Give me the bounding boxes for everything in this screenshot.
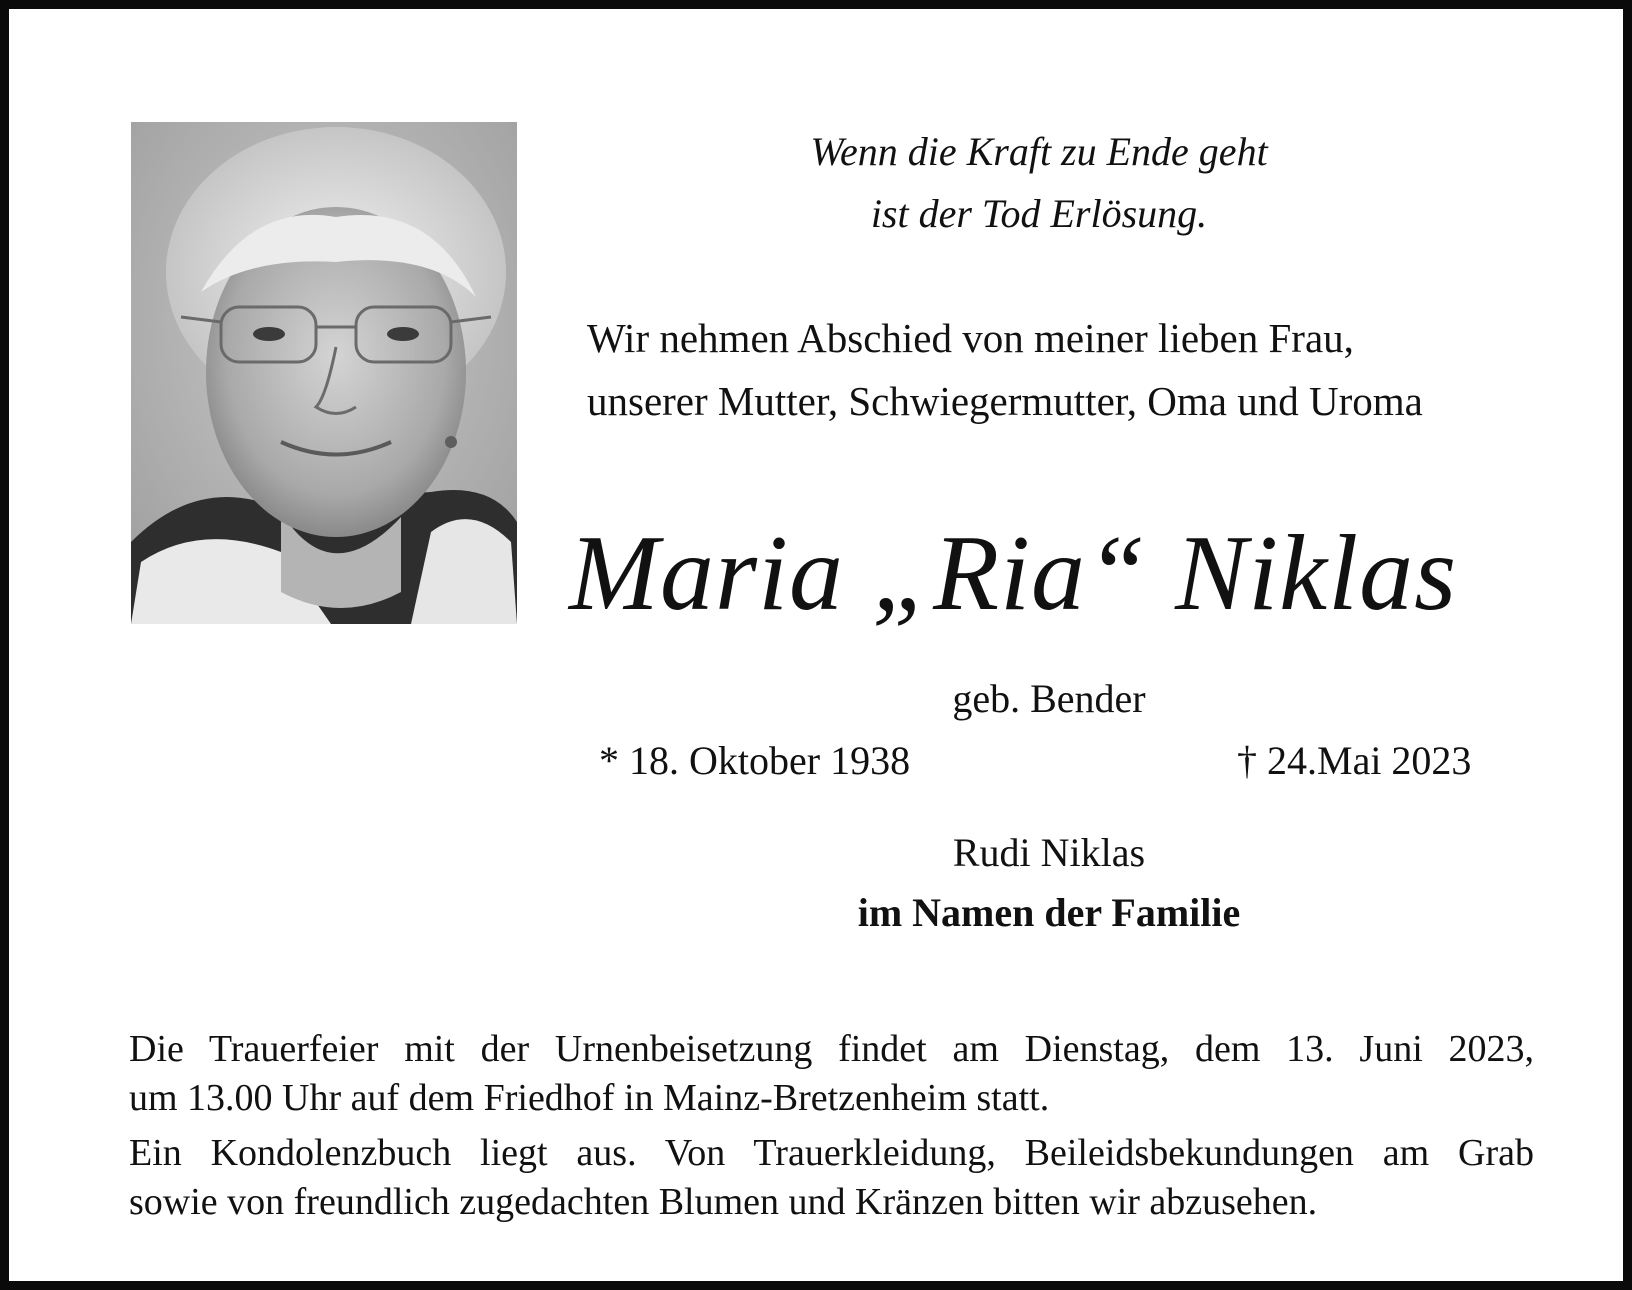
deceased-name: Maria „Ria“ Niklas bbox=[569, 514, 1458, 633]
motto-verse bbox=[709, 121, 1369, 245]
condolence-paragraph bbox=[129, 1129, 1534, 1227]
birth-date: * 18. Oktober 1938 bbox=[599, 738, 911, 783]
ceremony-line-1: Die Trauerfeier mit der Urnenbeisetzung findet am Dienstag, dem 13. Juni 2023, bbox=[129, 1028, 1534, 1070]
motto-line-1: Wenn die Kraft zu Ende geht bbox=[810, 129, 1268, 174]
farewell-intro bbox=[587, 307, 1567, 433]
portrait-illustration bbox=[131, 122, 517, 624]
funeral-info bbox=[129, 1025, 1534, 1233]
ceremony-line-2: um 13.00 Uhr auf dem Friedhof in Mainz-Bretzenheim statt. bbox=[129, 1077, 1050, 1119]
birth-name: geb. Bender bbox=[952, 676, 1146, 721]
motto-line-2: ist der Tod Erlösung. bbox=[870, 191, 1208, 236]
condolence-line-1: Ein Kondolenzbuch liegt aus. Von Trauerkleidung, Beileidsbekundungen am Grab bbox=[129, 1132, 1534, 1174]
ceremony-paragraph bbox=[129, 1025, 1534, 1123]
signer-family: im Namen der Familie bbox=[857, 890, 1241, 935]
signer-name: Rudi Niklas bbox=[952, 830, 1146, 875]
condolence-line-2: sowie von freundlich zugedachten Blumen und Kränzen bitten wir abzusehen. bbox=[129, 1181, 1318, 1223]
death-date: † 24.Mai 2023 bbox=[1237, 738, 1472, 783]
portrait-photo bbox=[131, 122, 517, 624]
intro-line-1: Wir nehmen Abschied von meiner lieben Frau, bbox=[587, 315, 1354, 361]
intro-line-2: unserer Mutter, Schwiegermutter, Oma und Uroma bbox=[587, 378, 1423, 424]
